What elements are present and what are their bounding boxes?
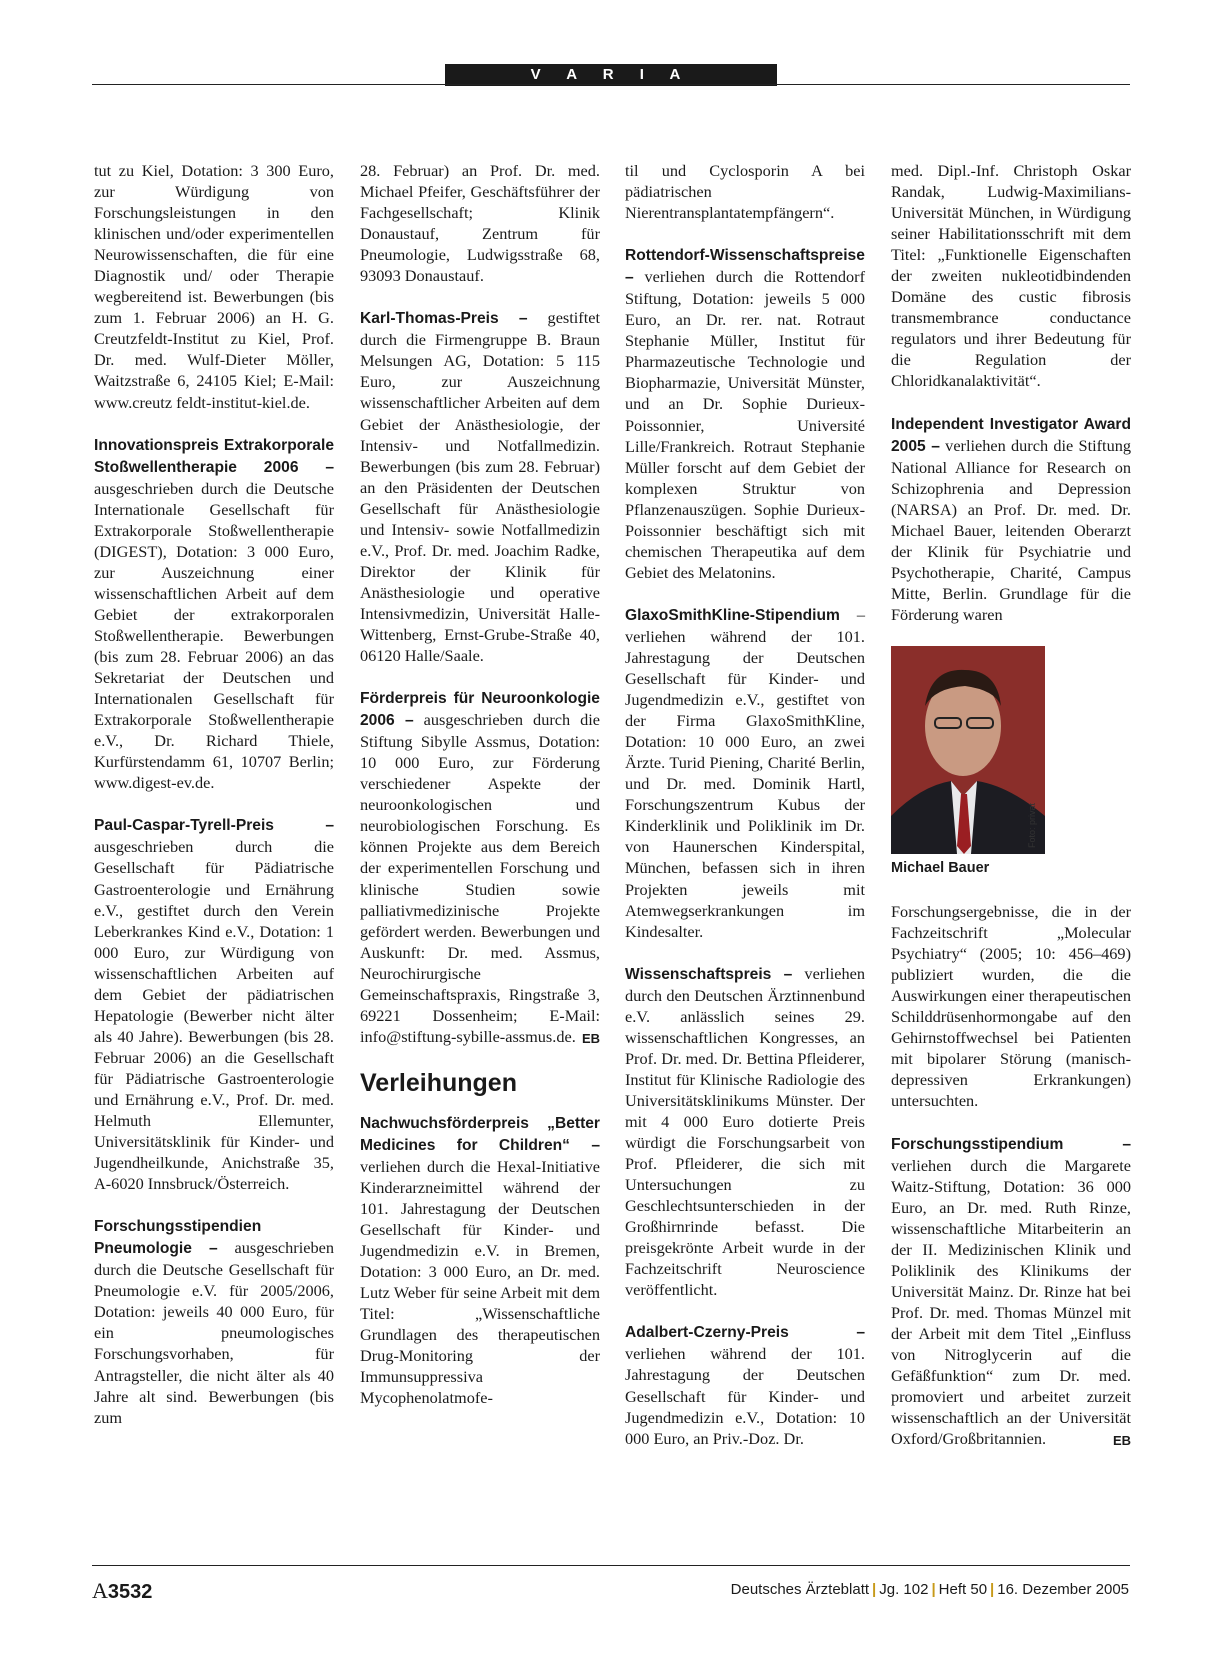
paragraph-text: – verliehen während der 101. Jahrestagung der Deutschen Gesellschaft für Kinder- und Jugendmedizin e.V., gestiftet von der Firma GlaxoSmithKline, Dotation: 10 000 Euro, an zwei Ärzte. Turid Piening, Charité Berlin, und Dr. med. Dominik Hartl, Forschungszentrum Kubus der Kinderklinik und Poliklinik im Dr. von Haunerschen Kinderspital, München, befassen sich in ihren Projekten jeweils mit Atemwegserkrankungen im Kindesalter. bbox=[625, 604, 865, 941]
award-heading: Forschungsstipendien Pneumologie – bbox=[94, 1218, 262, 1258]
article-paragraph bbox=[891, 1133, 1131, 1450]
paragraph-text: ausgeschrieben durch die Deutsche Gesellschaft für Pneumologie e.V. für 2005/2006, Dotation: jeweils 40 000 Euro, für ein pneumologisches Forschungsvorhaben, für Antragsteller, die nicht älter als 40 Jahre alt sind. Bewerbungen (bis zum bbox=[94, 1238, 334, 1427]
paragraph-text: med. Dipl.-Inf. Christoph Oskar Randak, Ludwig-Maximilians-Universität München, in Würdigung seiner Habilitationsschrift mit dem Titel: „Funktionelle Eigenschaften der zweiten nukleotidbindenden Domäne des custic fibrosis transmembrance conductance regulators und ihrer Bedeutung für die Regulation der Chloridkanalaktivität“. bbox=[891, 161, 1131, 391]
article-paragraph bbox=[360, 307, 600, 666]
paragraph-text: tut zu Kiel, Dotation: 3 300 Euro, zur Würdigung von Forschungsleistungen in den klinischen und/oder experimentellen Neurowissenschaften, die für eine Diagnostik und/ oder Therapie wegbereitend ist. Bewerbungen (bis zum 1. Februar 2006) an H. G. Creutzfeldt-Institut zu Kiel, Prof. Dr. med. Wulf-Dieter Möller, Waitzstraße 6, 24105 Kiel; E-Mail: www.creutz feldt-institut-kiel.de. bbox=[94, 161, 334, 412]
article-paragraph bbox=[625, 160, 865, 223]
award-heading: Wissenschaftspreis – bbox=[625, 965, 793, 983]
article-paragraph bbox=[625, 1321, 865, 1448]
journal-issue: Heft 50 bbox=[938, 1581, 988, 1598]
journal-name: Deutsches Ärzteblatt bbox=[730, 1581, 870, 1598]
article-paragraph bbox=[360, 1112, 600, 1409]
journal-volume: Jg. 102 bbox=[879, 1581, 929, 1598]
article-paragraph bbox=[94, 160, 334, 413]
award-heading: Innovationspreis Extrakorporale Stoßwellentherapie 2006 – bbox=[94, 436, 334, 476]
paragraph-text: verliehen durch die Stiftung National Alliance for Research on Schizophrenia and Depression (NARSA) an Prof. Dr. med. Dr. Michael Bauer, leitenden Oberarzt der Klinik für Psychiatrie und Psychotherapie, Charité, Campus Mitte, Berlin. Grundlage für die Förderung waren bbox=[891, 435, 1131, 624]
author-initials: EB bbox=[581, 1030, 600, 1046]
award-heading: Paul-Caspar-Tyrell-Preis – bbox=[94, 817, 334, 835]
article-paragraph bbox=[625, 244, 865, 583]
header-rule bbox=[92, 84, 1130, 85]
portrait-photo bbox=[891, 646, 1045, 854]
column-4 bbox=[891, 160, 1131, 1470]
award-heading: Forschungsstipendium – bbox=[891, 1135, 1131, 1153]
page-number bbox=[92, 1578, 152, 1604]
award-heading: Adalbert-Czerny-Preis – bbox=[625, 1324, 865, 1342]
article-paragraph bbox=[360, 160, 600, 286]
article-paragraph bbox=[891, 901, 1131, 1111]
award-heading: Independent Investigator Award 2005 – bbox=[891, 415, 1131, 455]
page-prefix: A bbox=[92, 1578, 108, 1603]
award-heading: Förderpreis für Neuroonkologie 2006 – bbox=[360, 690, 600, 730]
article-paragraph bbox=[94, 434, 334, 794]
column-2 bbox=[360, 160, 600, 1430]
paragraph-text: til und Cyclosporin A bei pädiatrischen Nierentransplantatempfängern“. bbox=[625, 161, 865, 223]
award-heading: Karl-Thomas-Preis – bbox=[360, 310, 528, 328]
paragraph-text: verliehen durch die Hexal-Initiative Kinderarzneimittel während der 101. Jahrestagung der Deutschen Gesellschaft für Kinder- und Jugendmedizin e.V. in Bremen, Dotation: 3 000 Euro, an Dr. med. Lutz Weber für seine Arbeit mit dem Titel: „Wissenschaftliche Grundlagen des therapeutischen Drug-Monitoring der Immunsuppressiva Mycophenolatmofe- bbox=[360, 1156, 600, 1408]
paragraph-text: verliehen durch die Margarete Waitz-Stiftung, Dotation: 36 000 Euro, an Dr. med. Ruth Rinze, wissenschaftliche Mitarbeiterin an der II. Medizinischen Klinik und Poliklinik des Klinikums der Universität Mainz. Dr. Rinze hat bei Prof. Dr. med. Thomas Münzel mit der Arbeit mit dem Titel „Einfluss von Nitroglycerin auf die Gefäßfunktion“ zum Dr. med. promoviert und arbeitet zurzeit wissenschaftlich an der Universität Oxford/Großbritannien. bbox=[891, 1155, 1131, 1449]
page-number-value: 3532 bbox=[107, 1581, 153, 1603]
article-paragraph bbox=[891, 413, 1131, 625]
journal-date: 16. Dezember 2005 bbox=[997, 1581, 1129, 1598]
footer-rule bbox=[92, 1565, 1130, 1566]
section-heading: Verleihungen bbox=[360, 1068, 517, 1097]
paragraph-text: ausgeschrieben durch die Deutsche Internationale Gesellschaft für Extrakorporale Stoßwellentherapie (DIGEST), Dotation: 3 000 Euro, zur Auszeichnung einer wissenschaftlichen Arbeit auf dem Gebiet der extrakorporalen Stoßwellentherapie. Bewerbungen (bis zum 28. Februar 2006) an das Sekretariat der Deutschen und Internationalen Gesellschaft für Extrakorporale Stoßwellentherapie e.V., Dr. Richard Thiele, Kurfürstendamm 61, 10707 Berlin; www.digest-ev.de. bbox=[94, 478, 334, 793]
article-paragraph bbox=[94, 814, 334, 1194]
column-1 bbox=[94, 160, 334, 1449]
section-label: V A R I A bbox=[445, 64, 777, 86]
portrait-figure bbox=[891, 646, 1131, 879]
paragraph-text: gestiftet durch die Firmengruppe B. Braun Melsungen AG, Dotation: 5 115 Euro, zur Auszeichnung wissenschaftlicher Arbeiten auf dem Gebiet der Anästhesiologie, der Intensiv- und Notfallmedizin. Bewerbungen (bis zum 28. Februar) an den Präsidenten der Deutschen Gesellschaft für Anästhesiologie und Intensiv- sowie Notfallmedizin e.V., Prof. Dr. med. Joachim Radke, Direktor der Klinik für Anästhesiologie und operative Intensivmedizin, Universität Halle-Wittenberg, Ernst-Grube-Straße 40, 06120 Halle/Saale. bbox=[360, 308, 600, 666]
photo-caption: Michael Bauer bbox=[891, 859, 990, 876]
photo-credit: Foto: privat bbox=[1026, 802, 1037, 848]
paragraph-text: ausgeschrieben durch die Gesellschaft für Pädiatrische Gastroenterologie und Ernährung e.V., gestiftet durch den Verein Leberkrankes Kind e.V., Dotation: 1 000 Euro, zur Würdigung von wissenschaftlichen Arbeiten auf dem Gebiet der pädiatrischen Hepatologie (Bewerber nicht älter als 40 Jahre). Bewerbungen (bis 28. Februar 2006) an die Gesellschaft für Pädiatrische Gastroenterologie und Ernährung e.V., Prof. Dr. med. Helmuth Ellemunter, Universitätsklinik für Kinder- und Jugendheilkunde, Anichstraße 35, A-6020 Innsbruck/Österreich. bbox=[94, 837, 334, 1194]
paragraph-text: verliehen während der 101. Jahrestagung der Deutschen Gesellschaft für Kinder- und Jugendmedizin e.V., Dotation: 10 000 Euro, an Priv.-Doz. Dr. bbox=[625, 1344, 865, 1448]
award-heading: Nachwuchsförderpreis „Better Medicines for Children“ – bbox=[360, 1114, 600, 1154]
paragraph-text: Forschungsergebnisse, die in der Fachzeitschrift „Molecular Psychiatry“ (2005; 10: 456–469) publiziert wurden, die die Auswirkungen einer therapeutischen Schilddrüsenhormongabe auf den Gehirnstoffwechsel bei Patienten mit bipolarer Störung (manisch-depressiven Erkrankungen) untersuchten. bbox=[891, 902, 1131, 1111]
paragraph-text: verliehen durch die Rottendorf Stiftung, Dotation: jeweils 5 000 Euro, an Dr. rer. nat. Rotraut Stephanie Müller, Institut für Pharmazeutische Technologie und Biopharmazie, Universität Münster, und an Dr. Sophie Durieux-Poissonnier, Université Lille/Frankreich. Rotraut Stephanie Müller forscht auf dem Gebiet der komplexen Struktur von Pflanzenauszügen. Sophie Durieux-Poissonnier beschäftigt sich mit chemischen Therapeutika auf dem Gebiet des Melatonins. bbox=[625, 267, 865, 582]
paragraph-text: ausgeschrieben durch die Stiftung Sibylle Assmus, Dotation: 10 000 Euro, zur Förderung verschiedener Aspekte der neuroonkologischen und neurobiologischen Forschung. Es können Projekte aus dem Bereich der experimentellen Forschung und klinische Studien sowie palliativmedizinische Projekte gefördert werden. Bewerbungen und Auskunft: Dr. med. Assmus, Neurochirurgische Gemeinschaftspraxis, Ringstraße 3, 69221 Dossenheim; E-Mail: info@stiftung-sybille-assmus.de. bbox=[360, 710, 601, 1046]
column-3 bbox=[625, 160, 865, 1470]
article-paragraph bbox=[625, 963, 865, 1301]
article-paragraph bbox=[891, 160, 1131, 392]
paragraph-text: verliehen durch den Deutschen Ärztinnenbund e.V. anlässlich seines 29. wissenschaftlichen Kongresses, an Prof. Dr. med. Dr. Bettina Pfleiderer, Institut für Klinische Radiologie des Universitätsklinikums Münster. Der mit 4 000 Euro dotierte Preis würdigt die Forschungsarbeit von Prof. Pfleiderer, die sich mit Untersuchungen zu Geschlechtsunterschieden in der Großhirnrinde befasst. Die preisgekrönte Arbeit wurde in der Fachzeitschrift Neuroscience veröffentlicht. bbox=[625, 963, 865, 1300]
award-heading: GlaxoSmithKline-Stipendium bbox=[625, 606, 840, 624]
article-paragraph bbox=[360, 687, 600, 1047]
article-paragraph bbox=[625, 604, 865, 942]
paragraph-text: 28. Februar) an Prof. Dr. med. Michael Pfeifer, Geschäftsführer der Fachgesellschaft; Klinik Donaustauf, Zentrum für Pneumologie, Ludwigsstraße 68, 93093 Donaustauf. bbox=[360, 161, 600, 286]
journal-info: Deutsches Ärzteblatt | Jg. 102 | Heft 50 | 16. Dezember 2005 bbox=[730, 1581, 1129, 1598]
author-initials: EB bbox=[1112, 1433, 1131, 1449]
article-paragraph bbox=[94, 1215, 334, 1427]
award-heading: Rottendorf-Wissenschaftspreise – bbox=[625, 247, 865, 287]
